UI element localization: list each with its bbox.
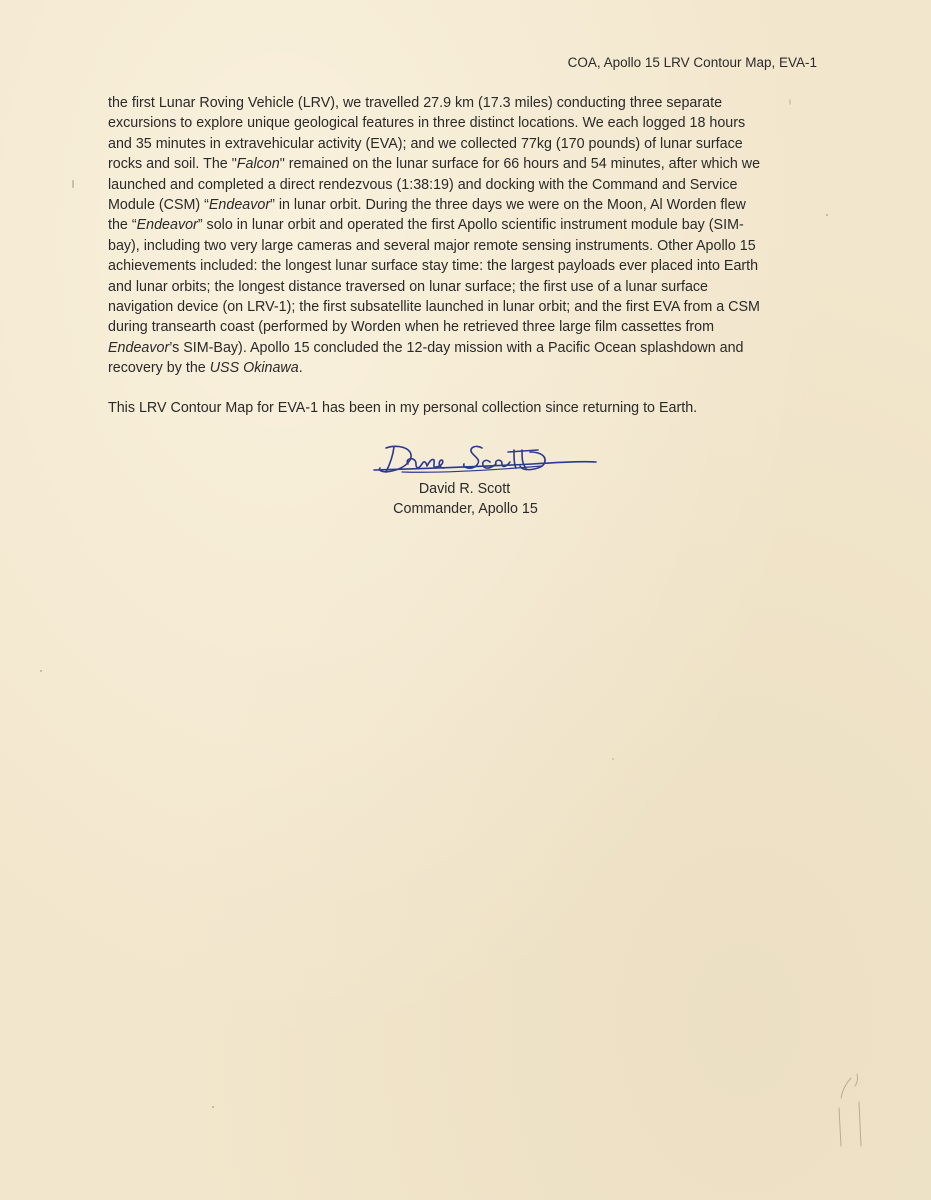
page-header: COA, Apollo 15 LRV Contour Map, EVA-1 — [567, 55, 817, 70]
body-line: rocks and soil. The "Falcon" remained on the lunar surface for 66 hours and 54 minutes, after which we — [108, 156, 761, 173]
body-line: excursions to explore unique geological features in three distinct locations. We each logged 18 hours — [108, 115, 746, 132]
body-line: achievements included: the longest lunar surface stay time: the largest payloads ever placed into Earth — [108, 258, 759, 275]
paper-speck — [826, 214, 828, 216]
paper-speck — [212, 1106, 214, 1108]
body-line: navigation device (on LRV-1); the first subsatellite launched in lunar orbit; and the first EVA from a CSM — [108, 299, 760, 316]
pencil-mark — [831, 1068, 871, 1148]
italic-term: Endeavor — [136, 217, 198, 234]
body-line: bay), including two very large cameras and several major remote sensing instruments. Other Apollo 15 — [108, 237, 756, 254]
body-line: Module (CSM) “Endeavor” in lunar orbit. During the three days we were on the Moon, Al Worden flew — [108, 197, 746, 214]
closing-statement: This LRV Contour Map for EVA-1 has been in my personal collection since returning to Earth. — [108, 400, 698, 416]
paper-speck — [789, 99, 791, 105]
body-line: recovery by the USS Okinawa. — [108, 360, 303, 377]
handwritten-signature — [372, 440, 598, 482]
body-line: during transearth coast (performed by Worden when he retrieved three large film cassettes from — [108, 319, 715, 336]
body-paragraph — [108, 93, 820, 379]
italic-term: Falcon — [236, 156, 280, 173]
italic-term: Endeavor — [108, 339, 170, 356]
body-line: and lunar orbits; the longest distance traversed on lunar surface; the first use of a lunar surface — [108, 278, 709, 295]
signatory-name: David R. Scott — [418, 481, 511, 497]
italic-term: Endeavor — [208, 197, 271, 214]
body-line: the “Endeavor” solo in lunar orbit and operated the first Apollo scientific instrument module bay (SIM- — [108, 217, 744, 234]
paper-speck — [72, 180, 74, 188]
paper-speck — [40, 670, 42, 672]
signatory-title: Commander, Apollo 15 — [393, 501, 538, 517]
body-line: launched and completed a direct rendezvous (1:38:19) and docking with the Command and Service — [108, 176, 738, 193]
paper-speck — [612, 758, 614, 760]
body-line: Endeavor’s SIM-Bay). Apollo 15 concluded the 12-day mission with a Pacific Ocean splashdown and — [108, 339, 744, 356]
body-line: the first Lunar Roving Vehicle (LRV), we travelled 27.9 km (17.3 miles) conducting three separate — [108, 95, 723, 111]
body-line: and 35 minutes in extravehicular activity (EVA); and we collected 77kg (170 pounds) of lunar surface — [108, 135, 743, 152]
italic-term: USS Okinawa — [209, 360, 299, 377]
